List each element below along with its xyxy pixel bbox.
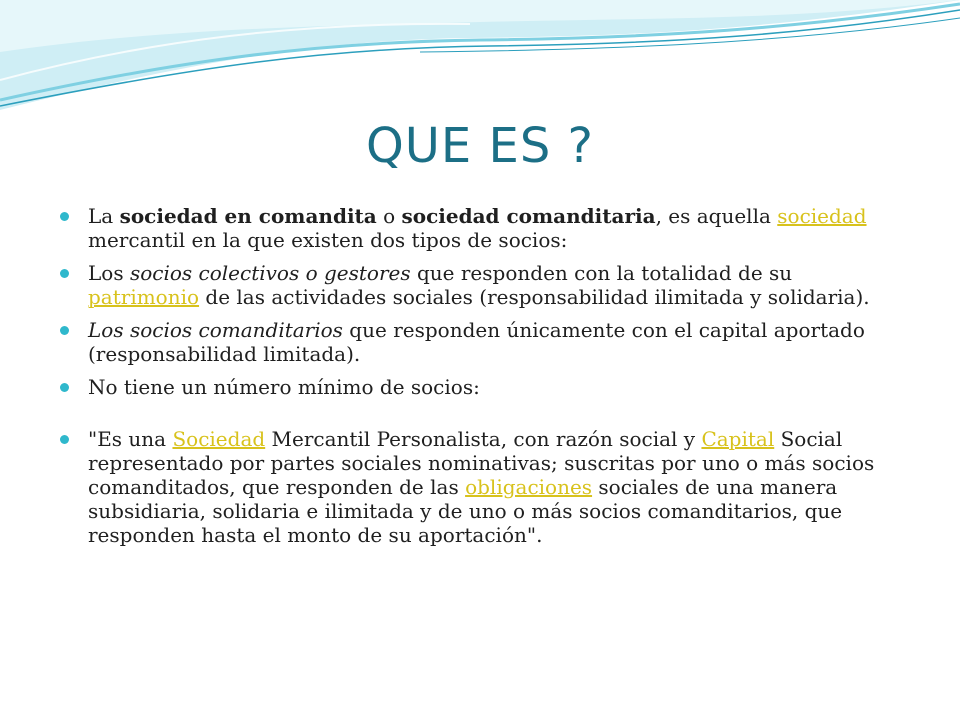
bullet-icon	[60, 269, 69, 278]
link-sociedad[interactable]: sociedad	[777, 204, 867, 228]
list-item: "Es una Sociedad Mercantil Personalista, con razón social y Capital Social representado por partes sociales nominativas; suscritas por uno o más socios comanditados, que responden de las obligaciones sociales de una manera subsidiaria, solidaria e ilimitada y de uno o más socios comanditarios, que responden hasta el monto de su aportación".	[58, 427, 908, 547]
list-item: No tiene un número mínimo de socios:	[58, 375, 908, 399]
bullet-icon	[60, 326, 69, 335]
link-patrimonio[interactable]: patrimonio	[88, 285, 200, 309]
list-item: La sociedad en comandita o sociedad comanditaria, es aquella sociedad mercantil en la que existen dos tipos de socios:	[58, 204, 908, 252]
bullet-list	[58, 204, 908, 556]
bullet-icon	[60, 383, 69, 392]
link-capital[interactable]: Capital	[701, 427, 775, 451]
page-title: QUE ES ?	[365, 118, 595, 174]
header-wave-decoration	[0, 0, 960, 110]
bullet-icon	[60, 212, 69, 221]
bullet-icon	[60, 435, 69, 444]
list-item: Los socios colectivos o gestores que responden con la totalidad de su patrimonio de las actividades sociales (responsabilidad ilimitada y solidaria).	[58, 261, 908, 309]
link-obligaciones[interactable]: obligaciones	[465, 475, 593, 499]
list-item: Los socios comanditarios que responden únicamente con el capital aportado (responsabilidad limitada).	[58, 318, 908, 366]
link-sociedad-mercantil[interactable]: Sociedad	[172, 427, 266, 451]
